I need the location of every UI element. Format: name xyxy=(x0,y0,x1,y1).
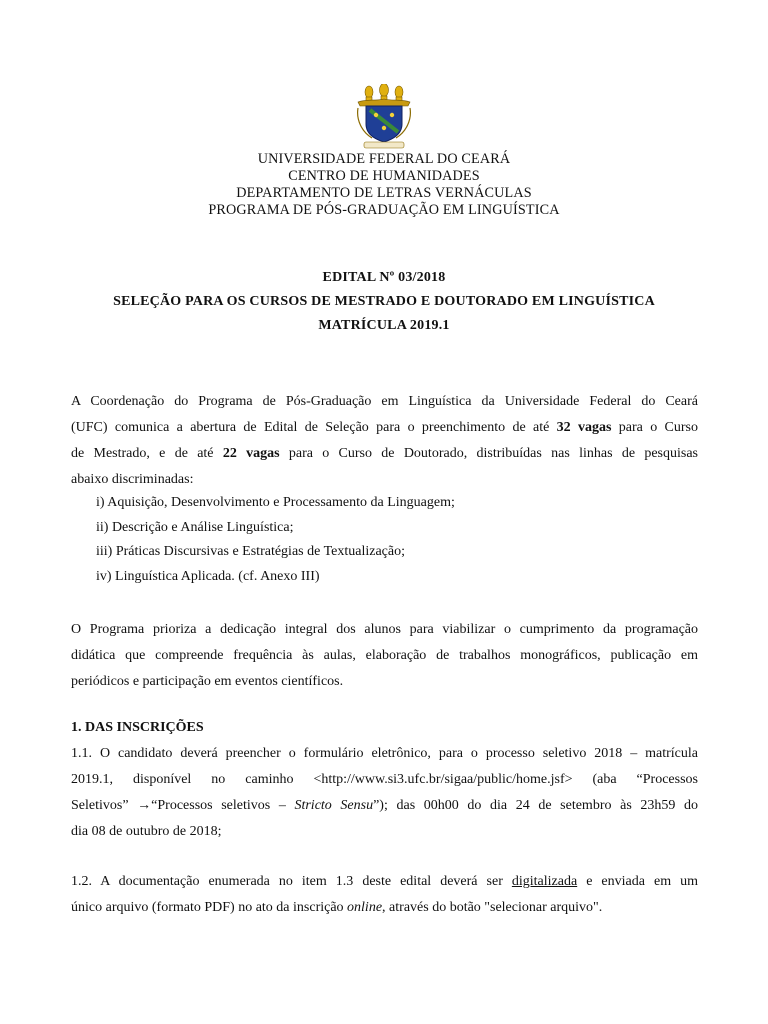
item-line: dia 08 de outubro de 2018; xyxy=(71,824,222,839)
item-line: único arquivo (formato PDF) no ato da inscrição online, através do botão "selecionar arquivo". xyxy=(71,900,603,915)
intro-paragraph xyxy=(71,389,698,493)
program-line: periódicos e participação em eventos científicos. xyxy=(71,674,344,689)
ufc-crest-logo xyxy=(352,84,416,150)
section-heading: 1. DAS INSCRIÇÕES xyxy=(71,720,204,735)
item-line: 2019.1, disponível no caminho <http://www.si3.ufc.br/sigaa/public/home.jsf> (aba “Processos xyxy=(71,772,698,787)
list-item: iv) Linguística Aplicada. (cf. Anexo III) xyxy=(96,568,320,584)
intro-line: (UFC) comunica a abertura de Edital de Seleção para o preenchimento de até 32 vagas para o Curso xyxy=(71,420,699,435)
item-line: Seletivos” →“Processos seletivos – Stricto Sensu”); das 00h00 do dia 24 de setembro às 23h59 do xyxy=(71,798,699,813)
doutorado-vacancies: 22 vagas xyxy=(222,446,280,461)
list-item: ii) Descrição e Análise Linguística; xyxy=(96,519,294,535)
institution-line-program: PROGRAMA DE PÓS-GRADUAÇÃO EM LINGUÍSTICA xyxy=(208,202,560,218)
item-line: 1.2. A documentação enumerada no item 1.3 deste edital deverá ser digitalizada e enviada em um xyxy=(71,874,698,889)
program-line: O Programa prioriza a dedicação integral dos alunos para viabilizar o cumprimento da programação xyxy=(71,622,698,637)
edital-number: EDITAL Nº 03/2018 xyxy=(322,270,446,285)
item-1-1 xyxy=(71,741,698,845)
item-line: 1.1. O candidato deverá preencher o formulário eletrônico, para o processo seletivo 2018 – matrícula xyxy=(71,746,698,761)
intro-line: A Coordenação do Programa de Pós-Graduação em Linguística da Universidade Federal do Ceará xyxy=(71,394,698,409)
right-arrow-icon: → xyxy=(137,798,152,813)
mestrado-vacancies: 32 vagas xyxy=(556,420,612,435)
program-paragraph xyxy=(71,617,698,695)
institution-line-university: UNIVERSIDADE FEDERAL DO CEARÁ xyxy=(257,151,511,167)
intro-line: de Mestrado, e de até 22 vagas para o Curso de Doutorado, distribuídas nas linhas de pesquisas xyxy=(71,446,698,461)
list-item: i) Aquisição, Desenvolvimento e Processamento da Linguagem; xyxy=(96,495,455,510)
edital-enrollment: MATRÍCULA 2019.1 xyxy=(318,318,450,333)
edital-subject: SELEÇÃO PARA OS CURSOS DE MESTRADO E DOUTORADO EM LINGUÍSTICA xyxy=(113,294,655,309)
program-line: didática que compreende frequência às aulas, elaboração de trabalhos monográficos, publicação em xyxy=(71,648,698,663)
list-item: iii) Práticas Discursivas e Estratégias de Textualização; xyxy=(96,544,405,559)
research-lines-list xyxy=(96,491,455,589)
institution-line-centre: CENTRO DE HUMANIDADES xyxy=(288,168,480,184)
intro-line: abaixo discriminadas: xyxy=(71,472,194,487)
item-1-2 xyxy=(71,869,698,921)
institution-line-department: DEPARTAMENTO DE LETRAS VERNÁCULAS xyxy=(236,185,532,201)
underlined-term: digitalizada xyxy=(511,874,578,889)
